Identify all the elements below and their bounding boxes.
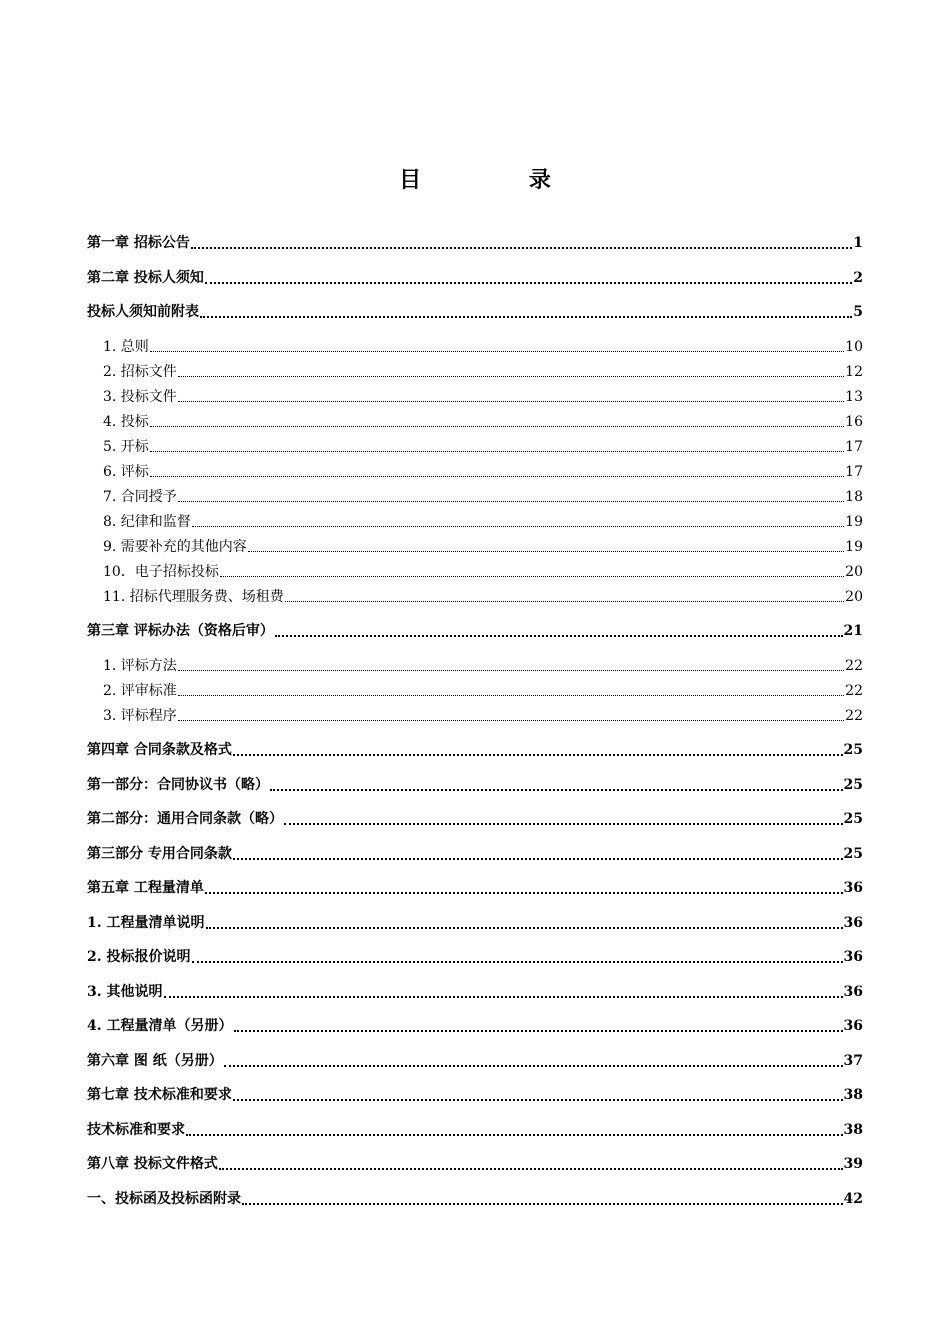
dot-leader [284,823,843,825]
toc-entry[interactable] [87,773,863,795]
toc-entry-page-number: 17 [845,439,863,455]
toc-entry[interactable] [87,1187,863,1209]
toc-entry-page-number: 20 [845,589,863,605]
toc-entry[interactable] [103,460,863,482]
toc-entry-label: 第二部分：通用合同条款（略） [87,811,283,827]
dot-leader [164,996,843,998]
toc-entry[interactable] [87,1152,863,1174]
toc-entry-label: 3. 评标程序 [103,708,177,724]
toc-entry[interactable] [87,1049,863,1071]
dot-leader [285,601,844,602]
dot-leader [233,754,843,756]
dot-leader [150,476,844,477]
dot-leader [178,501,844,502]
dot-leader [150,426,844,427]
toc-entry-page-number: 25 [843,846,863,862]
toc-entry[interactable] [87,1083,863,1105]
dot-leader [192,961,843,963]
dot-leader [219,1168,843,1170]
dot-leader [206,927,843,929]
toc-entry-label: 2. 评审标准 [103,683,177,699]
toc-entry[interactable] [103,585,863,607]
dot-leader [220,576,844,577]
dot-leader [178,670,844,671]
toc-entry-page-number: 37 [843,1053,863,1069]
toc-entry[interactable] [103,485,863,507]
toc-entry-label: 3. 投标文件 [103,389,177,405]
toc-entry[interactable] [103,560,863,582]
toc-entry[interactable] [103,510,863,532]
toc-entry[interactable] [87,619,863,641]
dot-leader [191,247,852,249]
toc-entry-page-number: 13 [845,389,863,405]
toc-entry-page-number: 25 [843,811,863,827]
toc-entry-page-number: 36 [843,1018,863,1034]
toc-entry[interactable] [103,654,863,676]
dot-leader [224,1065,843,1067]
toc-entry-label: 第二章 投标人须知 [87,270,204,286]
dot-leader [178,720,844,721]
dot-leader [233,858,843,860]
toc-entry-page-number: 22 [845,708,863,724]
toc-entry-page-number: 36 [843,949,863,965]
toc-entry-page-number: 19 [845,539,863,555]
toc-entry-label: 1. 总则 [103,339,149,355]
toc-entry[interactable] [103,410,863,432]
toc-entry[interactable] [103,435,863,457]
toc-entry-label: 投标人须知前附表 [87,304,199,320]
toc-entry-label: 1. 工程量清单说明 [87,915,205,931]
toc-entry-page-number: 17 [845,464,863,480]
toc-entry[interactable] [87,266,863,288]
toc-entry-label: 第八章 投标文件格式 [87,1156,218,1172]
toc-entry-label: 第一部分：合同协议书（略） [87,777,269,793]
toc-entry-label: 7. 合同授予 [103,489,177,505]
toc-entry-label: 6. 评标 [103,464,149,480]
toc-entry[interactable] [87,842,863,864]
toc-entry-label: 8. 纪律和监督 [103,514,191,530]
dot-leader [150,351,844,352]
toc-entry-page-number: 10 [845,339,863,355]
toc-entry[interactable] [87,1118,863,1140]
dot-leader [270,789,843,791]
toc-entry-page-number: 38 [843,1087,863,1103]
toc-entry[interactable] [103,335,863,357]
toc-entry-label: 10．电子招标投标 [103,564,219,580]
toc-entry[interactable] [103,704,863,726]
toc-entry-page-number: 19 [845,514,863,530]
toc-entry-label: 2. 投标报价说明 [87,949,191,965]
dot-leader [200,316,852,318]
toc-entry-page-number: 2 [853,270,863,286]
toc-entry-label: 11. 招标代理服务费、场租费 [103,589,284,605]
toc-entry-label: 2. 招标文件 [103,364,177,380]
dot-leader [248,551,844,552]
dot-leader [205,892,843,894]
toc-entry-page-number: 25 [843,742,863,758]
toc-entry-page-number: 36 [843,984,863,1000]
toc-entry-page-number: 22 [845,683,863,699]
toc-entry-label: 3. 其他说明 [87,984,163,1000]
toc-entry[interactable] [87,876,863,898]
dot-leader [234,1030,843,1032]
toc-entry[interactable] [103,360,863,382]
toc-entry-page-number: 36 [843,915,863,931]
toc-entry-label: 一、投标函及投标函附录 [87,1191,241,1207]
toc-entry-page-number: 12 [845,364,863,380]
toc-entry-label: 1. 评标方法 [103,658,177,674]
toc-entry-page-number: 36 [843,880,863,896]
toc-entry[interactable] [87,738,863,760]
toc-entry-label: 第三部分 专用合同条款 [87,846,232,862]
dot-leader [192,526,844,527]
toc-entry-label: 第六章 图 纸（另册） [87,1053,223,1069]
toc-entry-page-number: 18 [845,489,863,505]
toc-entry-label: 第四章 合同条款及格式 [87,742,232,758]
dot-leader [178,401,844,402]
toc-entry-page-number: 22 [845,658,863,674]
toc-entry-page-number: 38 [843,1122,863,1138]
toc-entry[interactable] [87,1014,863,1036]
toc-entry[interactable] [87,980,863,1002]
toc-entry-page-number: 21 [843,623,863,639]
toc-entry[interactable] [103,385,863,407]
toc-entry-page-number: 39 [843,1156,863,1172]
dot-leader [186,1134,843,1136]
toc-entry-label: 技术标准和要求 [87,1122,185,1138]
toc-entry-label: 第一章 招标公告 [87,235,190,251]
dot-leader [275,635,843,637]
toc-entry-page-number: 42 [843,1191,863,1207]
toc-entry-label: 4. 投标 [103,414,149,430]
toc-entry-label: 4. 工程量清单（另册） [87,1018,233,1034]
toc-entry[interactable] [103,535,863,557]
dot-leader [178,695,844,696]
toc-entry-label: 第三章 评标办法（资格后审） [87,623,274,639]
dot-leader [150,451,844,452]
toc-entry-page-number: 1 [853,235,863,251]
toc-entry[interactable] [87,231,863,253]
dot-leader [178,376,844,377]
toc-entry-label: 第五章 工程量清单 [87,880,204,896]
toc-entry[interactable] [87,807,863,829]
dot-leader [205,282,852,284]
toc-entry-page-number: 5 [853,304,863,320]
toc-entry-label: 第七章 技术标准和要求 [87,1087,232,1103]
toc-entry-page-number: 16 [845,414,863,430]
toc-entry[interactable] [87,300,863,322]
toc-entry-label: 5. 开标 [103,439,149,455]
toc-entry[interactable] [87,911,863,933]
toc-entry[interactable] [87,945,863,967]
toc-entry-label: 9. 需要补充的其他内容 [103,539,247,555]
toc-entry[interactable] [103,679,863,701]
toc-entry-page-number: 25 [843,777,863,793]
dot-leader [233,1099,843,1101]
toc-entry-page-number: 20 [845,564,863,580]
dot-leader [242,1203,843,1205]
page-title: 目 录 [399,167,601,193]
